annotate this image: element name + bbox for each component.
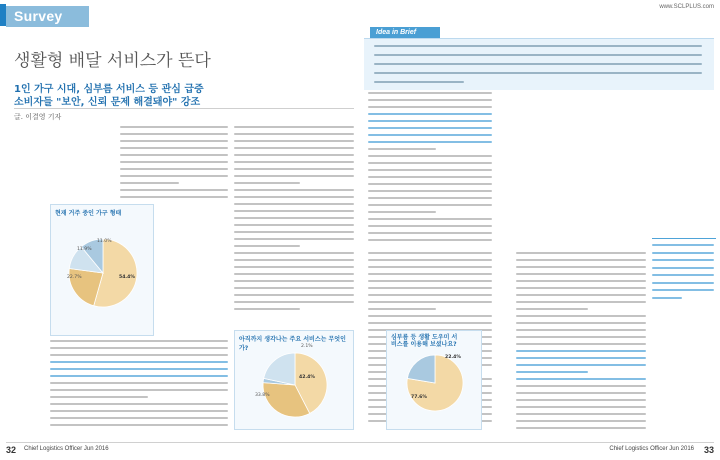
chart-title-usage: 심부름 등 생활 도우미 서비스를 이용해 보셨나요? [391,334,458,348]
text-line [234,175,354,177]
text-line [50,417,228,419]
text-line [368,211,436,213]
text-line [234,196,354,198]
text-line [368,176,492,178]
text-line [234,210,354,212]
text-line [368,183,492,185]
pie-label: 42.4% [299,375,315,380]
text-line [516,336,646,338]
article-subtitle-1: 1인 가구 시대, 심부름 서비스 등 관심 급증 [14,84,204,95]
text-line [234,301,354,303]
text-line [234,154,354,156]
text-line [516,294,646,296]
title-divider [14,108,354,109]
text-line [368,266,492,268]
text-line [50,368,228,370]
text-line [120,175,228,177]
pie-label: 33.8% [255,393,270,398]
side-note-line [652,289,714,291]
side-note-line [652,297,682,299]
pie-label: 77.6% [411,395,427,400]
text-line [368,259,492,261]
text-line [50,361,228,363]
text-line [120,126,228,128]
text-line [516,406,646,408]
text-line [368,106,492,108]
article-author: 글. 이결영 기자 [14,113,62,121]
footer-rule [6,442,714,443]
text-line [120,154,228,156]
text-line [368,190,492,192]
text-line [368,134,492,136]
text-line [368,218,492,220]
text-line [234,217,354,219]
text-line [516,413,646,415]
text-line [234,147,354,149]
side-note [652,240,716,306]
text-line [516,287,646,289]
text-line [516,273,646,275]
chart-title-services: 아직까지 생각나는 주요 서비스는 무엇인가? [239,336,346,352]
footer-title-left: Chief Logistics Officer Jun 2016 [24,446,109,452]
text-line [234,203,354,205]
text-line [368,280,492,282]
text-line [50,347,228,349]
article-title: 생활형 배달 서비스가 뜬다 [14,51,211,71]
text-line [516,315,646,317]
text-line [368,141,492,143]
pie-label: 11.0% [97,239,112,244]
text-line [120,161,228,163]
side-note-line [652,244,714,246]
side-note-line [652,282,714,284]
text-line [516,392,646,394]
text-line [516,259,646,261]
text-line [516,364,646,366]
pie-label: 22.4% [445,355,461,360]
pie-label: 11.9% [77,247,92,252]
text-line [368,287,492,289]
text-line [50,340,228,342]
text-line [368,273,492,275]
idea-text-line [374,63,702,65]
text-line [234,266,354,268]
text-line [234,294,354,296]
text-line [516,322,646,324]
text-line [234,238,354,240]
text-line [234,231,354,233]
text-line [234,280,354,282]
side-note-line [652,252,714,254]
page-number-left: 32 [6,445,17,455]
text-line [516,350,646,352]
footer-title-right: Chief Logistics Officer Jun 2016 [609,446,694,452]
text-line [368,99,492,101]
chart-title-household: 현재 거주 중인 가구 형태 [55,210,122,217]
chart-panel-services [234,330,354,430]
text-line [368,315,492,317]
pie-label: 2.1% [301,344,313,349]
chart-panel-household [50,204,154,336]
text-line [50,424,228,426]
text-line [120,189,228,191]
text-line [368,239,492,241]
text-line [368,120,492,122]
text-line [516,399,646,401]
section-label: Survey [6,6,89,27]
text-line [234,273,354,275]
text-line [516,329,646,331]
page-number-right: 33 [703,445,714,455]
pie-slice [407,355,435,383]
text-line [120,147,228,149]
text-line [368,225,492,227]
idea-in-brief-tag: Idea in Brief [370,27,440,38]
text-line [234,287,354,289]
text-line [516,420,646,422]
text-line [516,266,646,268]
text-line [516,357,646,359]
text-line [120,140,228,142]
text-line [120,133,228,135]
text-line [50,382,228,384]
idea-text-line [374,45,702,47]
text-line [234,308,300,310]
text-line [516,378,646,380]
text-line [234,224,354,226]
site-url[interactable]: www.SCLPLUS.com [659,4,714,10]
side-note-line [652,274,714,276]
text-line [50,410,228,412]
text-line [368,301,492,303]
text-line [234,133,354,135]
text-line [368,127,492,129]
text-line [234,168,354,170]
text-line [516,252,646,254]
text-line [120,196,228,198]
pie-chart-services [235,341,355,431]
text-line [234,259,354,261]
text-line [234,126,354,128]
text-line [368,155,492,157]
text-line [120,168,228,170]
text-line [368,322,492,324]
text-line [516,371,588,373]
text-line [516,301,646,303]
text-line [120,182,179,184]
side-note-rule [652,238,716,239]
idea-in-brief-box [364,38,714,90]
text-line [516,427,646,429]
text-line [516,385,646,387]
text-line [234,140,354,142]
text-line [234,189,354,191]
text-line [368,197,492,199]
pie-label: 54.4% [119,275,135,280]
text-line [50,389,228,391]
text-line [368,148,436,150]
text-line [368,113,492,115]
chart-panel-usage [386,330,482,430]
pie-chart-usage [387,345,483,431]
side-note-line [652,267,714,269]
text-line [368,294,492,296]
text-line [50,354,228,356]
text-line [50,396,148,398]
text-line [516,280,646,282]
text-line [368,308,436,310]
text-line [516,308,588,310]
text-line [234,161,354,163]
text-line [368,252,492,254]
text-line [234,252,354,254]
text-line [234,182,300,184]
text-line [50,403,228,405]
text-line [368,92,492,94]
text-line [50,375,228,377]
idea-text-line [374,81,464,83]
text-line [368,162,492,164]
text-line [368,169,492,171]
text-line [368,204,492,206]
text-line [516,343,646,345]
text-line [234,245,300,247]
article-subtitle-2: 소비자들 "보안, 신뢰 문제 해결돼야" 강조 [14,97,201,108]
pie-label: 22.7% [67,275,82,280]
idea-text-line [374,72,702,74]
text-line [368,232,492,234]
side-note-line [652,259,714,261]
idea-text-line [374,54,702,56]
